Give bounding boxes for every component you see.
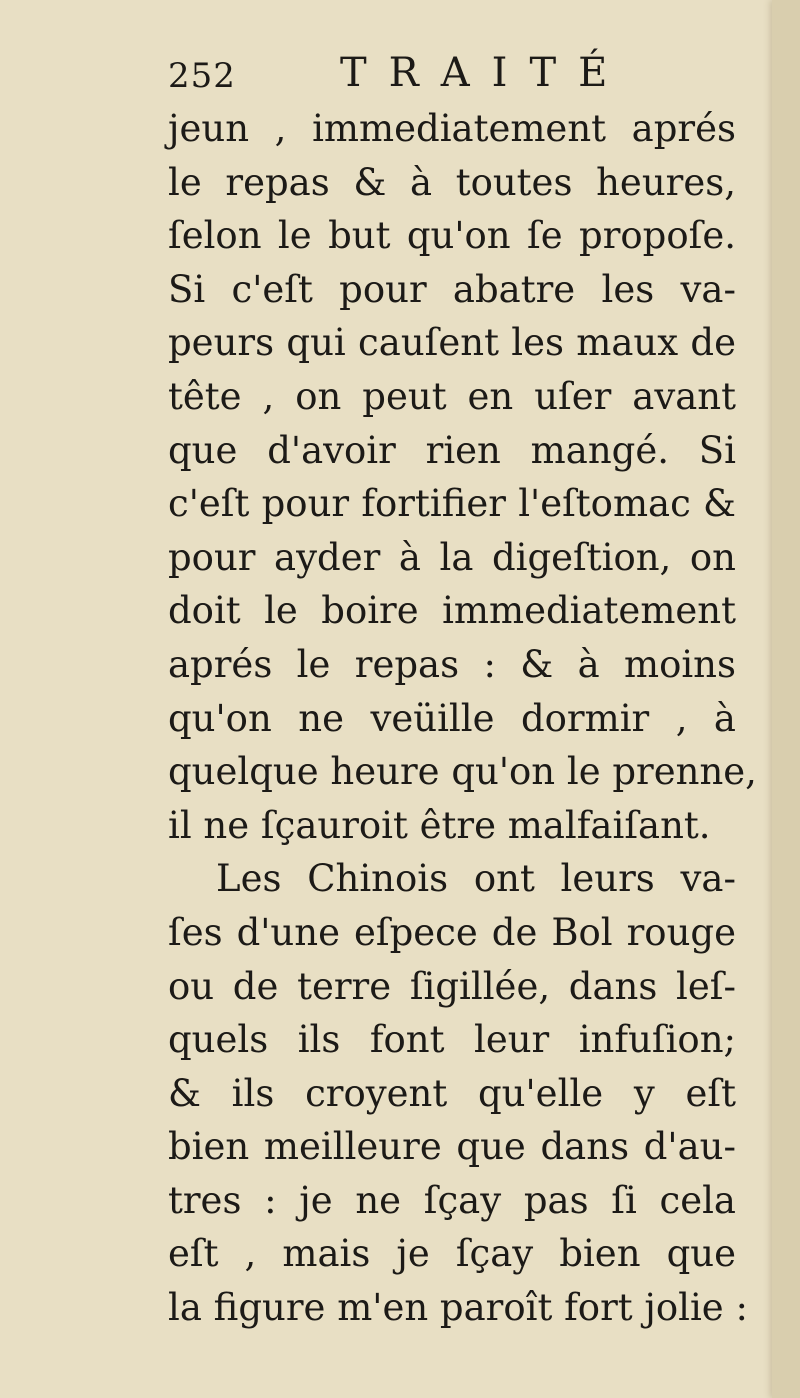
text-line: ſelon le but qu'on ſe propoſe.: [168, 214, 736, 258]
page-edge: [772, 0, 800, 1398]
text-line: qu'on ne veüille dormir , à: [168, 696, 736, 740]
text-line: quelque heure qu'on le prenne,: [168, 750, 757, 794]
text-line: jeun , immediatement aprés: [168, 107, 736, 150]
text-line: & ils croyent qu'elle y eſt: [168, 1071, 736, 1115]
text-line: la figure m'en paroît fort jolie :: [168, 1286, 748, 1330]
text-line: ou de terre ſigillée, dans leſ-: [168, 964, 736, 1008]
text-line: peurs qui cauſent les maux de: [168, 321, 736, 365]
text-line: Si c'eſt pour abatre les va-: [168, 267, 736, 311]
text-line: c'eſt pour fortifier l'eſtomac &: [168, 482, 736, 526]
text-line: aprés le repas : & à moins: [168, 642, 736, 686]
text-line: bien meilleure que dans d'au-: [168, 1125, 736, 1169]
text-line: ſes d'une eſpece de Bol rouge: [168, 910, 736, 954]
text-line: Les Chinois ont leurs va-: [216, 857, 736, 901]
text-line: le repas & à toutes heures,: [168, 160, 736, 204]
text-line: eſt , mais je ſçay bien que: [168, 1232, 736, 1276]
page-number: 252: [168, 56, 236, 96]
text-line: quels ils font leur infuſion;: [168, 1018, 736, 1062]
page-header: [168, 50, 728, 106]
running-head: TRAITÉ: [340, 50, 630, 96]
text-line: doit le boire immediatement: [168, 589, 736, 633]
text-line: tres : je ne ſçay pas ſi cela: [168, 1178, 736, 1222]
text-line: il ne ſçauroit être malfaiſant.: [168, 803, 711, 847]
text-line: que d'avoir rien mangé. Si: [168, 428, 736, 472]
text-line: tête , on peut en uſer avant: [168, 374, 736, 418]
body-text: [168, 102, 757, 1335]
text-line: pour ayder à la digeſtion, on: [168, 535, 736, 579]
paragraph: [168, 852, 748, 1334]
paragraph: [168, 102, 757, 852]
